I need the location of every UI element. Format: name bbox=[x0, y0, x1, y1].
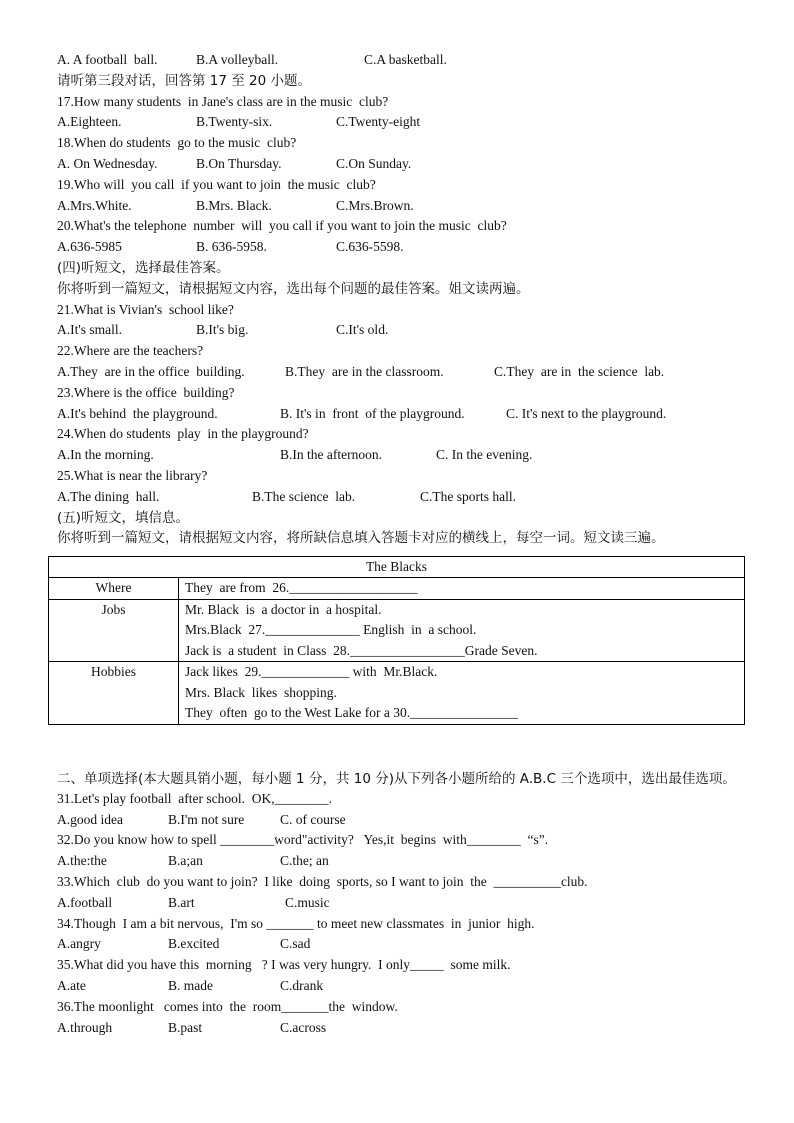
q32-options bbox=[57, 851, 747, 872]
exam-page bbox=[57, 50, 747, 1038]
q32-option-b: B.a;an bbox=[168, 853, 203, 869]
q32-option-c: C.the; an bbox=[280, 853, 329, 869]
part5-instruction: 你将听到一篇短文，请根据短文内容，将所缺信息填入答题卡对应的横线上，每空一词。短文读三遍。 bbox=[57, 530, 665, 547]
q35-option-a: A.ate bbox=[57, 978, 86, 993]
q18-question: 18.When do students go to the music club? bbox=[57, 135, 297, 151]
q22-option-a: A.They are in the office building. bbox=[57, 363, 245, 379]
jobs-line-1: Mr. Black is a doctor in a hospital. bbox=[185, 601, 382, 617]
q19-options bbox=[57, 196, 747, 217]
q36-option-b: B.past bbox=[168, 1019, 203, 1035]
q16-option-b: B.A volleyball. bbox=[196, 52, 279, 67]
q21-option-a: A.It's small. bbox=[57, 322, 123, 338]
q32-option-a: A.the:the bbox=[57, 853, 107, 869]
q22-options bbox=[57, 362, 747, 383]
q20-options bbox=[57, 237, 747, 258]
q17-question: 17.How many students in Jane's class are in the music club? bbox=[57, 93, 389, 109]
q34-question: 34.Though I am a bit nervous, I'm so _______ to meet new classmates in junior high. bbox=[57, 915, 535, 931]
q21-option-b: B.It's big. bbox=[196, 322, 249, 338]
q25-option-a: A.The dining hall. bbox=[57, 488, 160, 504]
q34-option-c: C.sad bbox=[280, 936, 311, 952]
q19-option-c: C.Mrs.Brown. bbox=[336, 197, 414, 213]
q35-option-b: B. made bbox=[168, 978, 213, 993]
q32-question: 32.Do you know how to spell ________word"activity? Yes,it begins with________ “s”. bbox=[57, 832, 549, 848]
q16-option-c: C.A basketball. bbox=[364, 52, 447, 67]
jobs-line-27: Mrs.Black 27.______________ English in a school. bbox=[185, 622, 477, 638]
q23-option-c: C. It's next to the playground. bbox=[506, 405, 667, 421]
q17-option-b: B.Twenty-six. bbox=[196, 114, 273, 130]
part4-instruction: 你将听到一篇短文，请根据短文内容，选出每个问题的最佳答案。姐文读两遍。 bbox=[57, 280, 530, 297]
q21-question: 21.What is Vivian's school like? bbox=[57, 301, 234, 317]
q16-options bbox=[57, 50, 747, 71]
part4-title: (四)听短文，选择最佳答案。 bbox=[57, 259, 230, 276]
q35-options bbox=[57, 976, 747, 997]
q36-option-a: A.through bbox=[57, 1019, 113, 1035]
q22-option-c: C.They are in the science lab. bbox=[494, 363, 665, 379]
the-blacks-table bbox=[48, 556, 745, 725]
q18-option-a: A. On Wednesday. bbox=[57, 155, 158, 171]
where-line-26: They are from 26.___________________ bbox=[185, 580, 418, 596]
hobbies-line-29: Jack likes 29._____________ with Mr.Black. bbox=[185, 664, 438, 680]
q34-options bbox=[57, 934, 747, 955]
q25-question: 25.What is near the library? bbox=[57, 467, 208, 483]
table-row-where bbox=[49, 578, 745, 600]
q31-question: 31.Let's play football after school. OK,________. bbox=[57, 790, 333, 806]
q19-option-b: B.Mrs. Black. bbox=[196, 197, 272, 213]
q25-option-b: B.The science lab. bbox=[252, 488, 356, 504]
q31-option-a: A.good idea bbox=[57, 811, 123, 827]
q19-question: 19.Who will you call if you want to join the music club? bbox=[57, 176, 376, 192]
q23-option-a: A.It's behind the playground. bbox=[57, 405, 218, 421]
q33-options bbox=[57, 893, 747, 914]
q33-question: 33.Which club do you want to join? I like doing sports, so I want to join the __________club. bbox=[57, 874, 588, 890]
q17-option-c: C.Twenty-eight bbox=[336, 114, 421, 130]
q31-option-c: C. of course bbox=[280, 811, 346, 827]
q33-option-c: C.music bbox=[285, 894, 330, 910]
q35-option-c: C.drank bbox=[280, 978, 324, 993]
q31-options bbox=[57, 810, 747, 831]
q22-option-b: B.They are in the classroom. bbox=[285, 363, 444, 379]
q24-option-a: A.In the morning. bbox=[57, 447, 154, 463]
part5-title: (五)听短文，填信息。 bbox=[57, 509, 190, 526]
q16-option-a: A. A football ball. bbox=[57, 52, 158, 67]
q34-option-b: B.excited bbox=[168, 936, 220, 952]
q33-option-a: A.football bbox=[57, 894, 113, 910]
section3-instruction: 请听第三段对话，回答第 17 至 20 小题。 bbox=[57, 72, 312, 89]
q31-option-b: B.I'm not sure bbox=[168, 811, 245, 827]
q18-options bbox=[57, 154, 747, 175]
q25-options bbox=[57, 487, 747, 508]
q17-options bbox=[57, 112, 747, 133]
q20-option-b: B. 636-5958. bbox=[196, 239, 267, 255]
table-row-hobbies bbox=[49, 662, 745, 725]
q24-question: 24.When do students play in the playground? bbox=[57, 426, 309, 442]
q23-option-b: B. It's in front of the playground. bbox=[280, 405, 465, 421]
table-title: The Blacks bbox=[49, 557, 745, 578]
q18-option-b: B.On Thursday. bbox=[196, 155, 282, 171]
q24-options bbox=[57, 445, 747, 466]
q34-option-a: A.angry bbox=[57, 936, 101, 952]
row-label-where: Where bbox=[49, 578, 179, 600]
q20-question: 20.What's the telephone number will you call if you want to join the music club? bbox=[57, 218, 507, 234]
section2-instruction: 二、单项选择(本大题具销小题，每小题 1 分，共 10 分)从下列各小题所给的 A.B.C 三个选项中，选出最佳选项。 bbox=[57, 770, 736, 787]
hobbies-line-30: They often go to the West Lake for a 30.________________ bbox=[185, 705, 519, 721]
q35-question: 35.What did you have this morning ? I was very hungry. I only_____ some milk. bbox=[57, 957, 511, 973]
q21-option-c: C.It's old. bbox=[336, 322, 389, 338]
hobbies-line-2: Mrs. Black likes shopping. bbox=[185, 684, 337, 700]
q18-option-c: C.On Sunday. bbox=[336, 155, 412, 171]
q36-option-c: C.across bbox=[280, 1019, 327, 1035]
q19-option-a: A.Mrs.White. bbox=[57, 197, 132, 213]
q36-options bbox=[57, 1018, 747, 1039]
q23-options bbox=[57, 404, 747, 425]
q36-question: 36.The moonlight comes into the room_______the window. bbox=[57, 998, 398, 1014]
q33-option-b: B.art bbox=[168, 894, 195, 910]
q20-option-c: C.636-5598. bbox=[336, 239, 404, 255]
q22-question: 22.Where are the teachers? bbox=[57, 343, 204, 359]
q24-option-b: B.In the afternoon. bbox=[280, 447, 382, 463]
q20-option-a: A.636-5985 bbox=[57, 239, 122, 255]
q21-options bbox=[57, 320, 747, 341]
q25-option-c: C.The sports hall. bbox=[420, 488, 516, 504]
jobs-line-28: Jack is a student in Class 28._________________Grade Seven. bbox=[185, 642, 538, 658]
q24-option-c: C. In the evening. bbox=[436, 447, 533, 463]
table-row-jobs bbox=[49, 599, 745, 662]
q23-question: 23.Where is the office building? bbox=[57, 384, 235, 400]
row-label-jobs: Jobs bbox=[49, 599, 179, 662]
row-label-hobbies: Hobbies bbox=[49, 662, 179, 725]
q17-option-a: A.Eighteen. bbox=[57, 114, 122, 130]
